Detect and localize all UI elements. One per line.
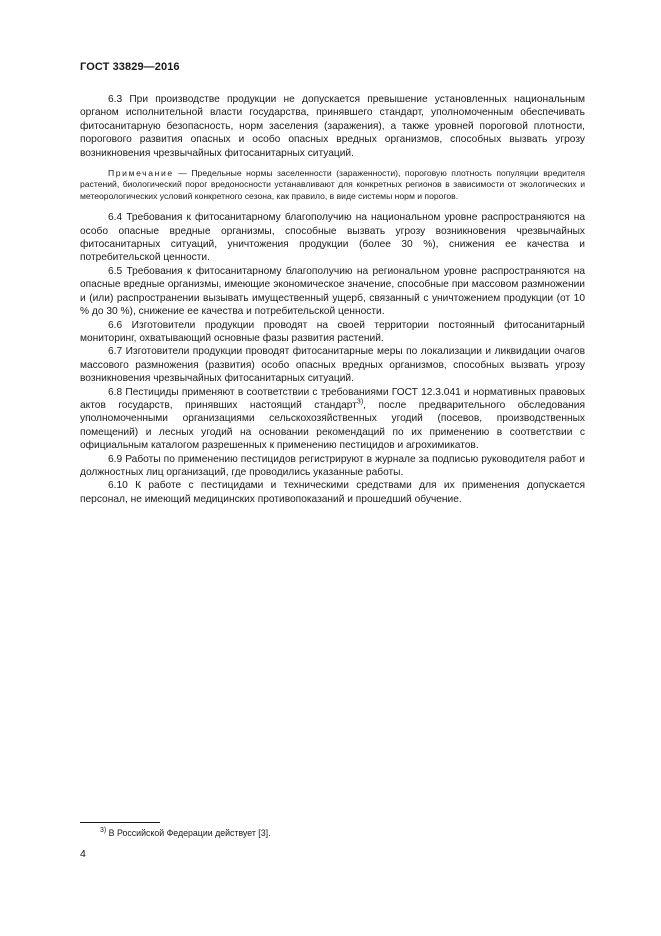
footnote-text: В Российской Федерации действует [3]. — [106, 828, 271, 838]
paragraph-6-3: 6.3 При производстве продукции не допускается превышение установленных национальным органом исполнительной власти государства, принявшего стандарт, уполномоченным обеспечивать фитосанитарную безопасность, норм заселения (заражения), а также уровней пороговой плотности, порогового развития опасных и особо опасных вредных организмов, способных вызвать угрозу возникновения чрезвычайных фитосанитарных ситуаций. — [80, 94, 585, 159]
paragraph-6-9: 6.9 Работы по применению пестицидов регистрируют в журнале за подписью руководителя работ и должностных лиц организаций, где проводились указанные работы. — [80, 453, 585, 478]
main-content — [80, 93, 585, 506]
footnote-marker: 3) — [100, 827, 107, 835]
paragraph-6-8-part2: , после предварительного обследования уполномоченными организациями сельскохозяйственных угодий (посевов, производственных помещений) и лесных угодий на основании рекомендаций по их применению в соответствии с официальным каталогом разрешенных к применению пестицидов и агрохимикатов. — [80, 399, 585, 452]
paragraph-6-5: 6.5 Требования к фитосанитарному благополучию на региональном уровне распространяются на опасные вредные организмы, имеющие экономическое значение, способные при массовом размножении и (или) распространении вызывать имущественный ущерб, связанный с уничтожением продукции (от 10 % до 30 %), снижение ее качества и потребительской ценности. — [80, 265, 585, 318]
document-header: ГОСТ 33829—2016 — [80, 61, 180, 73]
paragraph-6-8 — [80, 386, 585, 453]
paragraph-6-4: 6.4 Требования к фитосанитарному благополучию на национальном уровне распространяются на особо опасные вредные организмы, способные вызвать угрозу возникновения чрезвычайных фитосанитарных ситуаций, уничтожения продукции (более 30 %), снижения ее качества и потребительской ценности. — [80, 212, 585, 264]
paragraph-6-10: 6.10 К работе с пестицидами и техническими средствами для их применения допускается персонал, не имеющий медицинских противопоказаний и прошедший обучение. — [80, 480, 585, 505]
note-label: Примечание — [108, 168, 174, 179]
footnote-divider — [80, 822, 160, 823]
paragraph-6-8-part1: 6.8 Пестициды применяют в соответствии с требованиями ГОСТ 12.3.041 и нормативных правовых актов государств, принявших настоящий стандарт — [80, 386, 585, 411]
footnote — [100, 828, 271, 839]
paragraph-6-7: 6.7 Изготовители продукции проводят фитосанитарные меры по локализации и ликвидации очагов массового размножения (развития) особо опасных вредных организмов, способных вызвать угрозу возникновения чрезвычайных фитосанитарных ситуаций. — [80, 346, 585, 385]
page-number: 4 — [80, 848, 86, 860]
note-text: — Предельные нормы заселенности (зараженности), пороговую плотность популяции вредителя растений, биологический порог вредоносности устанавливают для конкретных регионов в зависимости от экологических и метеорологических условий конкретного сезона, как правило, в виде системы норм и порогов. — [80, 168, 585, 201]
paragraph-6-6: 6.6 Изготовители продукции проводят на своей территории постоянный фитосанитарный мониторинг, охватывающий основные фазы развития растений. — [80, 319, 585, 344]
footnote-reference[interactable]: 3) — [356, 398, 364, 406]
note — [80, 168, 585, 202]
